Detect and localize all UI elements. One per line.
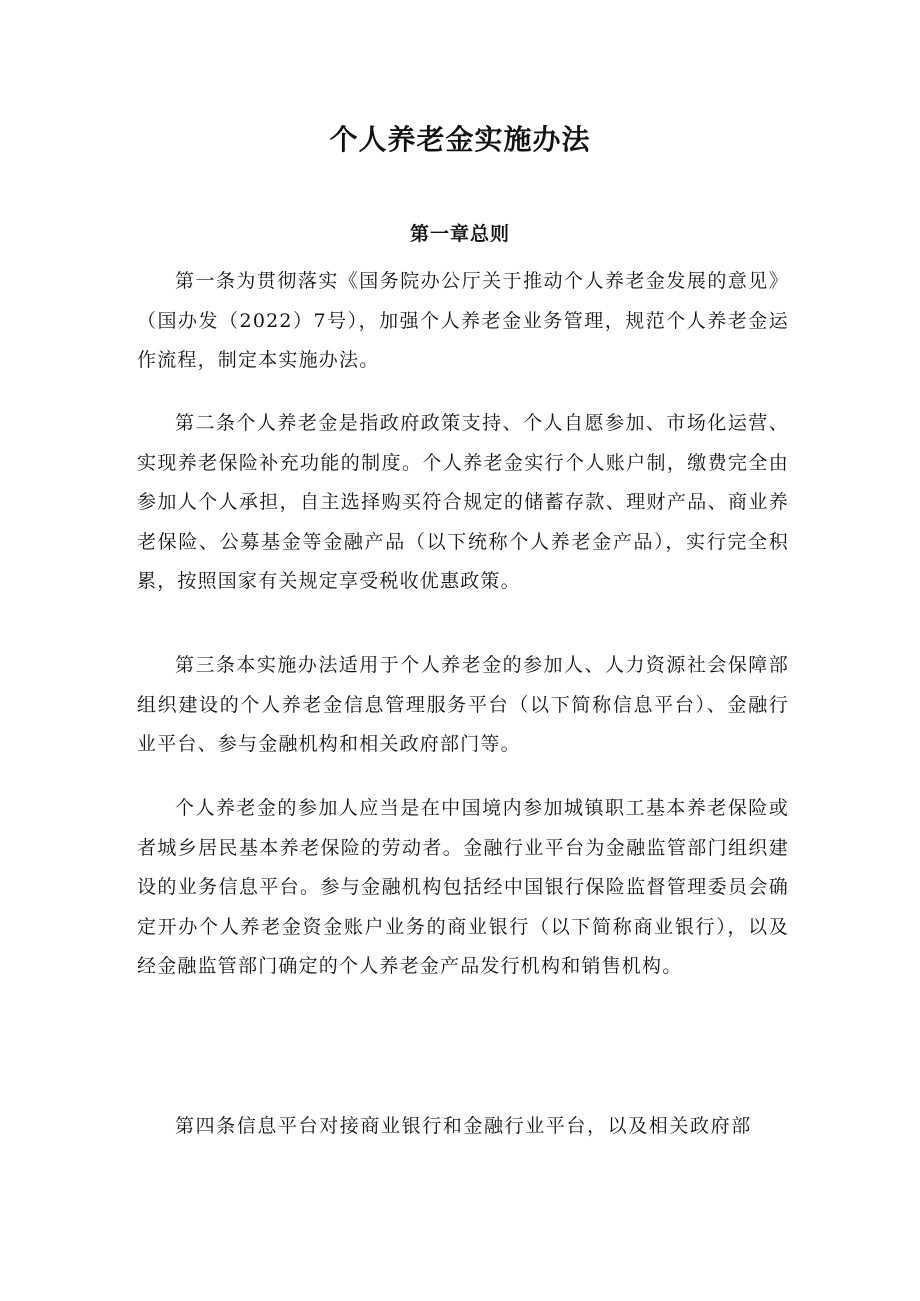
document-title: 个人养老金实施办法 — [329, 123, 591, 156]
article-4-paragraph: 第四条信息平台对接商业银行和金融行业平台，以及相关政府部 — [175, 1115, 752, 1137]
article-2-paragraph: 第二条个人养老金是指政府政策支持、个人自愿参加、市场化运营、实现养老保险补充功能的制度。个人养老金实行个人账户制，缴费完全由参加人个人承担，自主选择购买符合规定的储蓄存款、理财产品、商业养老保险、公募基金等金融产品（以下统称个人养老金产品），实行完全积累，按照国家有关规定享受税收优惠政策。 — [137, 412, 789, 592]
article-1-paragraph: 第一条为贯彻落实《国务院办公厅关于推动个人养老金发展的意见》（国办发（2022）7号），加强个人养老金业务管理，规范个人养老金运作流程，制定本实施办法。 — [137, 270, 789, 371]
chapter-heading: 第一章总则 — [409, 223, 510, 245]
article-3-continuation-paragraph: 个人养老金的参加人应当是在中国境内参加城镇职工基本养老保险或者城乡居民基本养老保险的劳动者。金融行业平台为金融监管部门组织建设的业务信息平台。参与金融机构包括经中国银行保险监督管理委员会确定开办个人养老金资金账户业务的商业银行（以下简称商业银行），以及经金融监管部门确定的个人养老金产品发行机构和销售机构。 — [137, 797, 789, 977]
article-3-paragraph: 第三条本实施办法适用于个人养老金的参加人、人力资源社会保障部组织建设的个人养老金信息管理服务平台（以下简称信息平台）、金融行业平台、参与金融机构和相关政府部门等。 — [137, 654, 789, 755]
